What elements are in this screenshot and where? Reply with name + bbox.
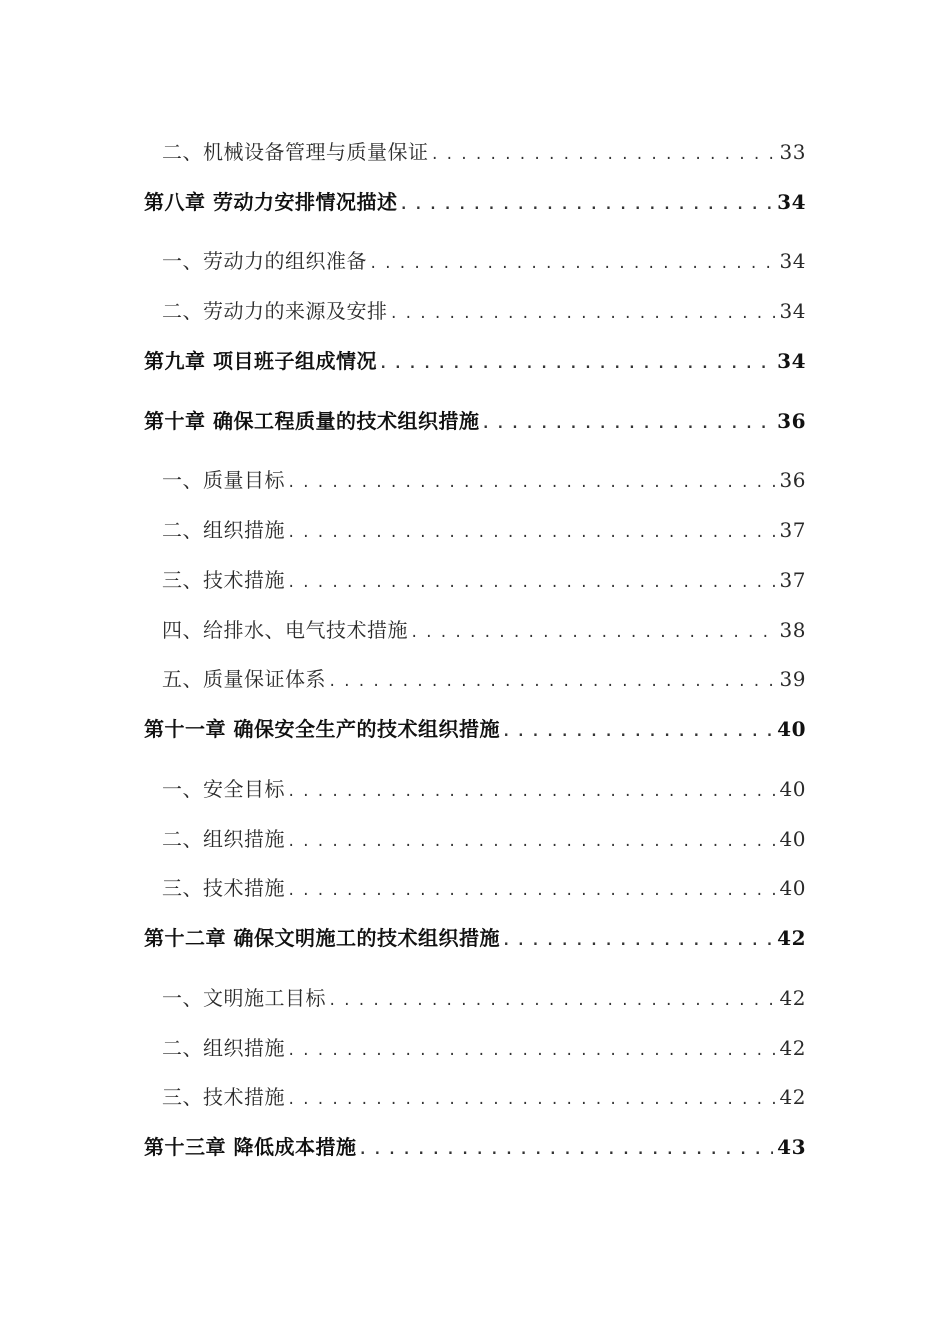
dot-leader <box>369 246 776 282</box>
toc-entry-page-number: 40 <box>779 876 806 901</box>
toc-entry-title: 二、组织措施 <box>162 517 285 542</box>
toc-entry-title: 三、技术措施 <box>162 1085 285 1110</box>
dot-leader <box>399 187 773 223</box>
toc-entry-title: 第十一章 确保安全生产的技术组织措施 <box>144 717 500 742</box>
dot-leader <box>502 714 773 750</box>
toc-entry-page-number: 42 <box>779 1085 806 1110</box>
toc-entry-chapter[interactable] <box>144 920 806 980</box>
toc-entry-title: 第八章 劳动力安排情况描述 <box>144 189 398 214</box>
dot-leader <box>287 515 776 551</box>
dot-leader <box>328 983 776 1019</box>
dot-leader <box>358 1132 773 1168</box>
toc-entry-title: 第十章 确保工程质量的技术组织措施 <box>144 408 480 433</box>
toc-entry-section[interactable] <box>144 243 806 293</box>
dot-leader <box>328 664 776 700</box>
dot-leader <box>410 615 776 651</box>
toc-entry-page-number: 42 <box>779 1035 806 1060</box>
toc-entry-title: 第十三章 降低成本措施 <box>144 1135 357 1160</box>
toc-entry-section[interactable] <box>144 980 806 1030</box>
dot-leader <box>287 873 776 909</box>
dot-leader <box>287 774 776 810</box>
toc-entry-section[interactable] <box>144 562 806 612</box>
toc-entry-section[interactable] <box>144 1030 806 1080</box>
dot-leader <box>481 406 773 442</box>
toc-entry-page-number: 40 <box>779 776 806 801</box>
toc-entry-title: 一、文明施工目标 <box>162 985 326 1010</box>
dot-leader <box>287 824 776 860</box>
toc-entry-title: 第十二章 确保文明施工的技术组织措施 <box>144 926 500 951</box>
toc-entry-page-number: 34 <box>779 299 806 324</box>
dot-leader <box>431 137 776 173</box>
toc-entry-page-number: 38 <box>779 617 806 642</box>
toc-entry-page-number: 34 <box>779 249 806 274</box>
dot-leader <box>390 296 776 332</box>
toc-entry-page-number: 42 <box>779 985 806 1010</box>
dot-leader <box>379 346 773 382</box>
toc-entry-title: 二、组织措施 <box>162 826 285 851</box>
dot-leader <box>502 923 773 959</box>
dot-leader <box>287 1033 776 1069</box>
dot-leader <box>287 565 776 601</box>
toc-entry-title: 一、质量目标 <box>162 468 285 493</box>
toc-entry-title: 五、质量保证体系 <box>162 667 326 692</box>
toc-entry-section[interactable] <box>144 512 806 562</box>
toc-entry-chapter[interactable] <box>144 343 806 403</box>
dot-leader <box>287 465 776 501</box>
toc-entry-title: 第九章 项目班子组成情况 <box>144 348 377 373</box>
toc-entry-page-number: 37 <box>779 567 806 592</box>
toc-entry-section[interactable] <box>144 134 806 184</box>
toc-entry-section[interactable] <box>144 771 806 821</box>
toc-entry-chapter[interactable] <box>144 184 806 244</box>
toc-entry-section[interactable] <box>144 462 806 512</box>
toc-entry-section[interactable] <box>144 293 806 343</box>
toc-entry-section[interactable] <box>144 661 806 711</box>
toc-entry-chapter[interactable] <box>144 1129 806 1189</box>
toc-entry-page-number: 39 <box>779 667 806 692</box>
toc-entry-section[interactable] <box>144 1079 806 1129</box>
dot-leader <box>287 1082 776 1118</box>
toc-entry-page-number: 33 <box>779 140 806 164</box>
toc-entry-page-number: 43 <box>777 1135 806 1160</box>
toc-entry-title: 二、组织措施 <box>162 1035 285 1060</box>
toc-entry-title: 一、安全目标 <box>162 776 285 801</box>
toc-entry-page-number: 37 <box>779 517 806 542</box>
toc-entry-page-number: 42 <box>777 926 806 951</box>
toc-entry-title: 二、机械设备管理与质量保证 <box>162 140 429 164</box>
toc-entry-section[interactable] <box>144 612 806 662</box>
toc-entry-chapter[interactable] <box>144 711 806 771</box>
toc-entry-page-number: 34 <box>777 348 806 373</box>
toc-entry-title: 四、给排水、电气技术措施 <box>162 617 408 642</box>
toc-entry-page-number: 36 <box>779 468 806 493</box>
toc-entry-section[interactable] <box>144 821 806 871</box>
toc-entry-page-number: 40 <box>779 826 806 851</box>
toc-entry-page-number: 34 <box>777 189 806 214</box>
toc-entry-page-number: 40 <box>777 717 806 742</box>
toc-entry-page-number: 36 <box>777 408 806 433</box>
toc-entry-title: 三、技术措施 <box>162 876 285 901</box>
toc-entry-title: 二、劳动力的来源及安排 <box>162 299 388 324</box>
toc-entry-section[interactable] <box>144 870 806 920</box>
table-of-contents <box>144 134 806 1189</box>
toc-entry-title: 三、技术措施 <box>162 567 285 592</box>
toc-entry-chapter[interactable] <box>144 403 806 463</box>
toc-entry-title: 一、劳动力的组织准备 <box>162 249 367 274</box>
